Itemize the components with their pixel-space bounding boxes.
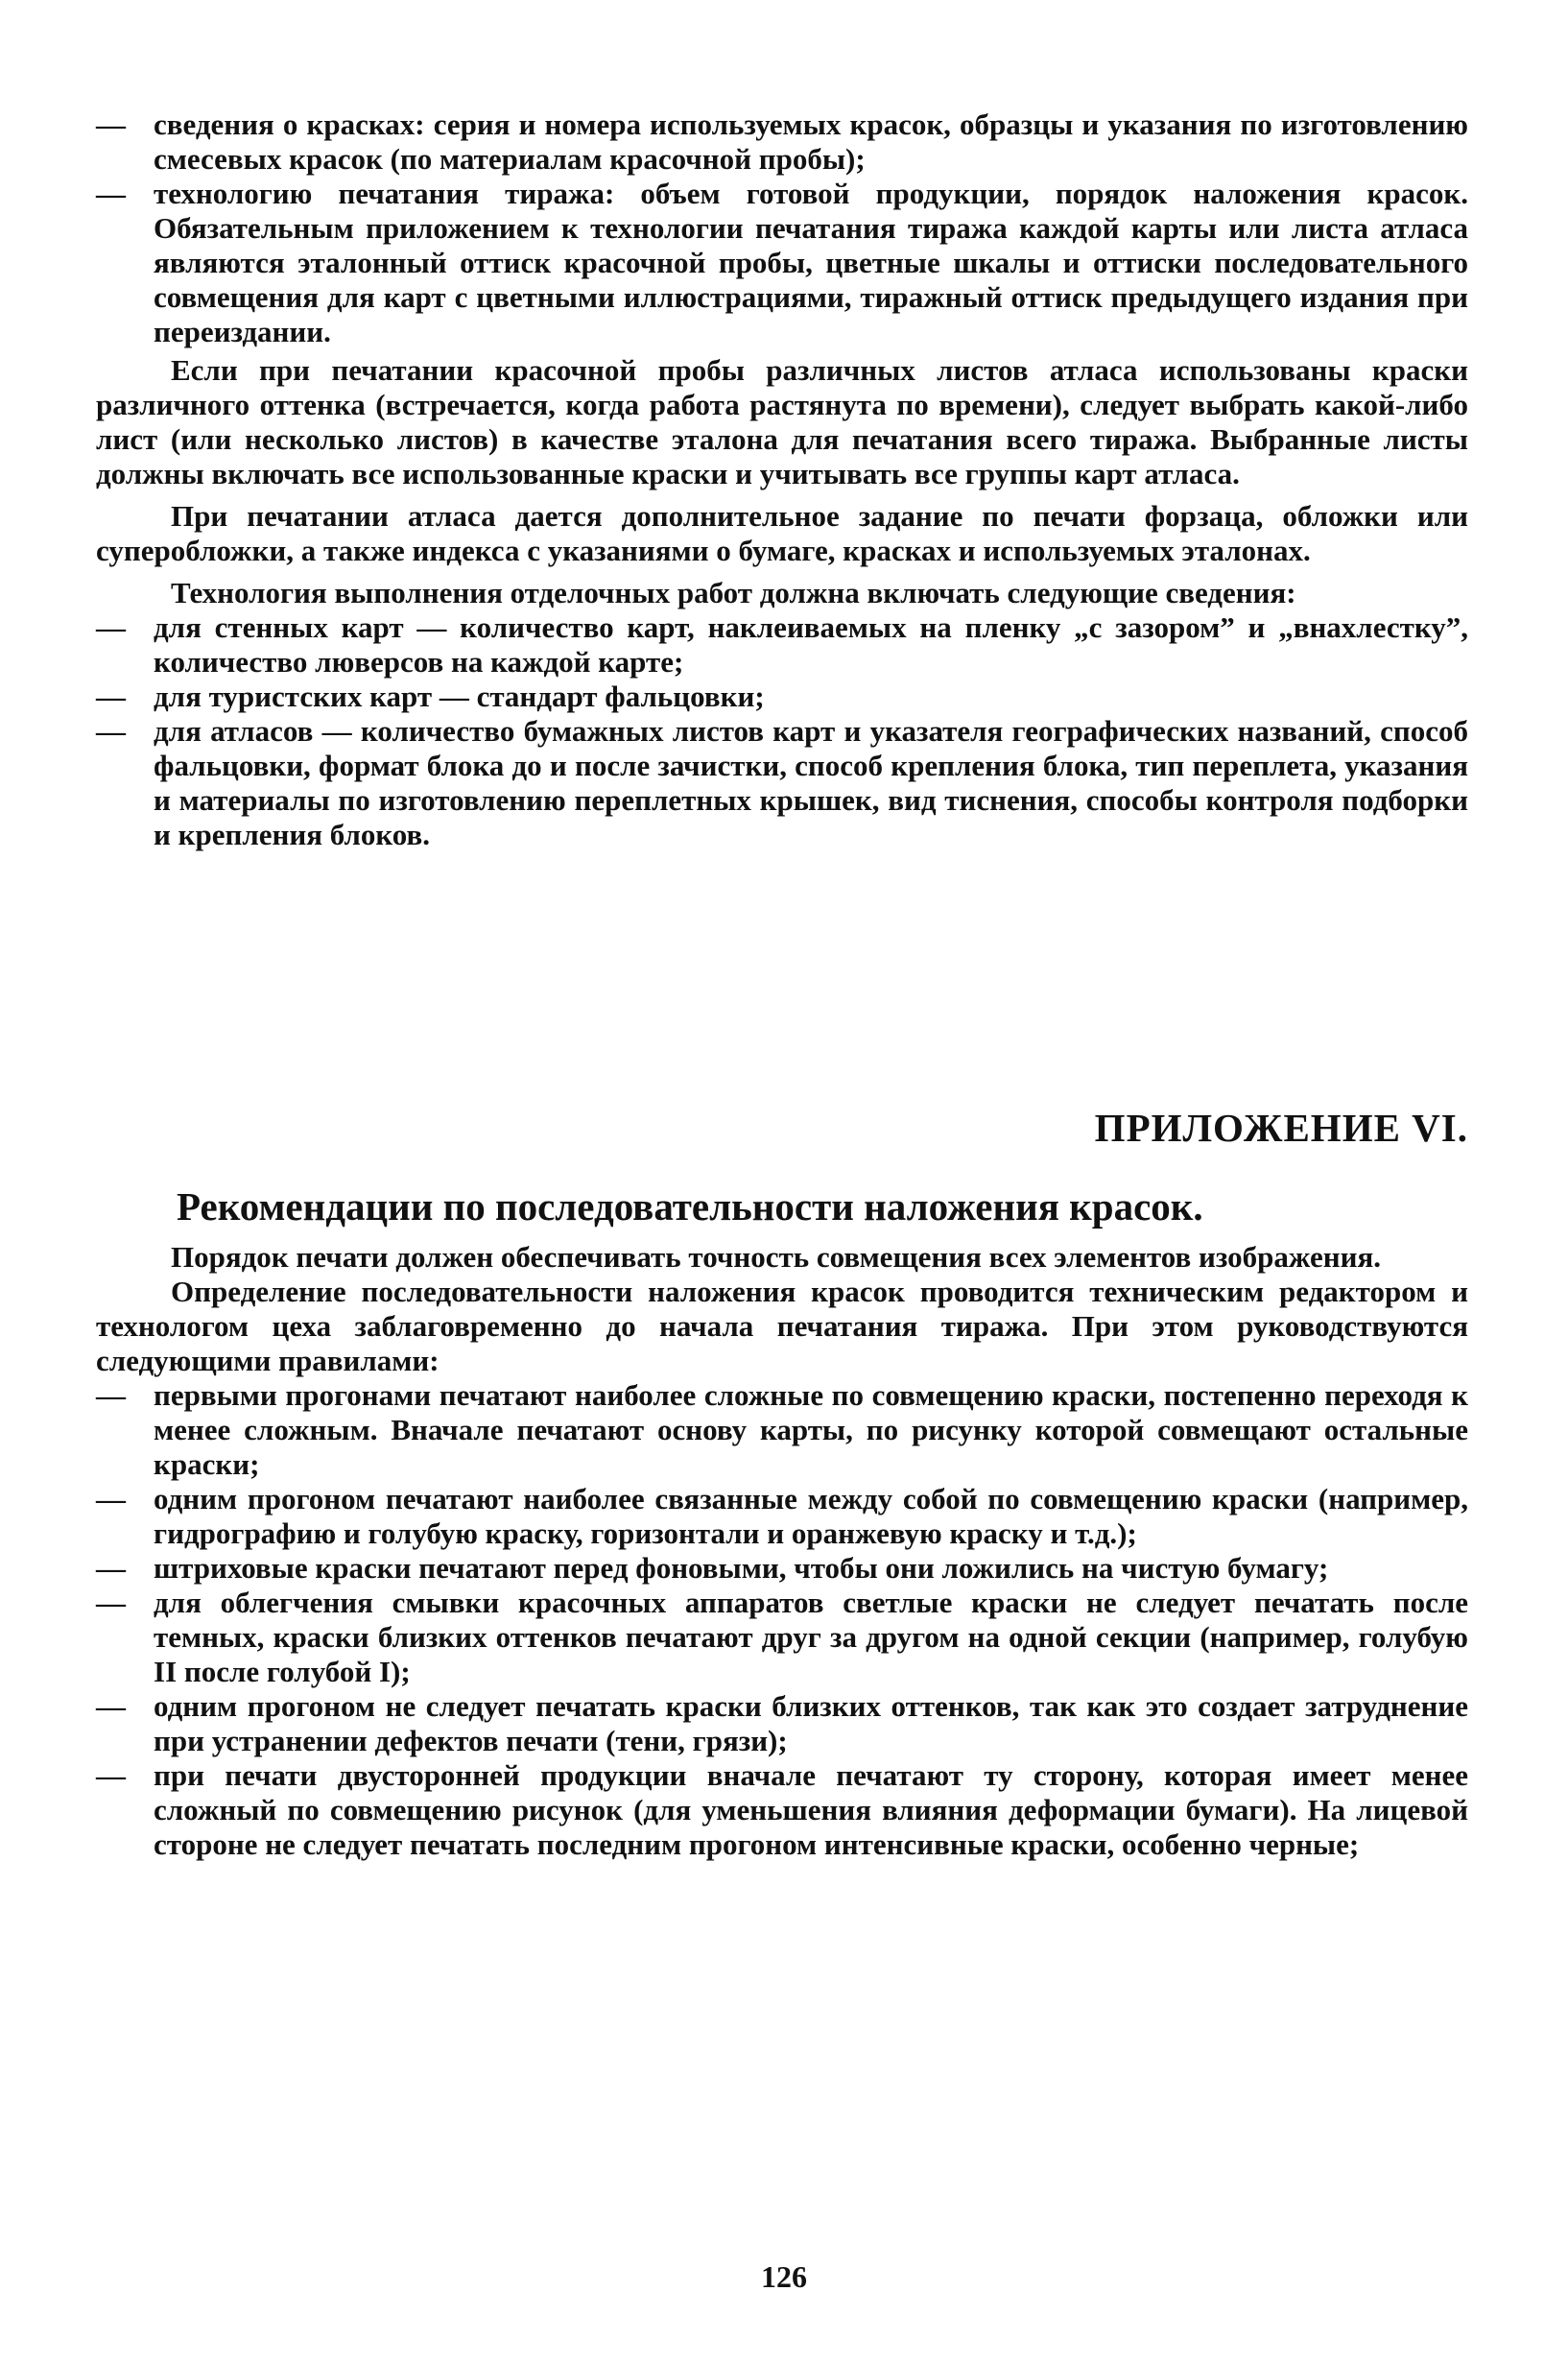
list-dash: — [96,177,126,210]
list-item-text: при печати двусторонней продукции вначале печатают ту сторону, которая имеет менее сложный по совмещению рисунок (для уменьшения влияния деформации бумаги). На лицевой стороне не следует печатать последним прогоном интенсивные краски, особенно черные; [154,1758,1468,1861]
list-dash: — [96,1551,126,1585]
list-item-text: для облегчения смывки красочных аппаратов светлые краски не следует печатать после темных, краски близких оттенков печатают друг за другом на одной секции (например, голубую II после голубой I); [154,1586,1468,1688]
list-item-text: штриховые краски печатают перед фоновыми, чтобы они ложились на чистую бумагу; [154,1551,1329,1585]
list-item [96,1551,1468,1586]
list-dash: — [96,1586,126,1619]
appendix-title: ПРИЛОЖЕНИЕ VI. [1094,1106,1468,1150]
paragraph: Технология выполнения отделочных работ должна включать следующие сведения: [171,576,1296,609]
list-item-text: одним прогоном не следует печатать краски близких оттенков, так как это создает затруднение при устранении дефектов печати (тени, грязи); [154,1689,1468,1757]
list-dash: — [96,714,126,748]
list-dash: — [96,1758,126,1792]
list-dash: — [96,107,126,141]
list-item [96,177,1468,349]
list-item-text: для атласов — количество бумажных листов карт и указателя географических названий, способ фальцовки, формат блока до и после зачистки, способ крепления блока, тип переплета, указания и материалы по изготовлению переплетных крышек, вид тиснения, способы контроля подборки и крепления блоков. [154,714,1468,851]
list-item [96,1482,1468,1551]
list-dash: — [96,1378,126,1412]
list-item [96,1378,1468,1482]
paragraph: Порядок печати должен обеспечивать точность совмещения всех элементов изображения. [171,1240,1381,1274]
list-dash: — [96,680,126,713]
paragraph: При печатании атласа дается дополнительное задание по печати форзаца, обложки или суперобложки, а также индекса с указаниями о бумаге, красках и используемых эталонах. [96,499,1468,567]
list-item [96,610,1468,680]
page-number: 126 [761,2259,807,2294]
paragraph: Если при печатании красочной пробы различных листов атласа использованы краски различного оттенка (встречается, когда работа растянута по времени), следует выбрать какой-либо лист (или несколько листов) в качестве эталона для печатания всего тиража. Выбранные листы должны включать все использованные краски и учитывать все группы карт атласа. [96,353,1468,490]
list-dash: — [96,610,126,644]
paragraph: Определение последовательности наложения красок проводится техническим редактором и технологом цеха заблаговременно до начала печатания тиража. При этом руководствуются следующими правилами: [96,1275,1468,1377]
lower-text-block [96,1240,1468,1862]
list-item-text: одним прогоном печатают наиболее связанные между собой по совмещению краски (например, гидрографию и голубую краску, горизонтали и оранжевую краску и т.д.); [154,1482,1468,1550]
list-item-text: первыми прогонами печатают наиболее сложные по совмещению краски, постепенно переходя к менее сложным. Вначале печатают основу карты, по рисунку которой совмещают остальные краски; [154,1378,1468,1481]
list-item-text: сведения о красках: серия и номера используемых красок, образцы и указания по изготовлению смесевых красок (по материалам красочной пробы); [154,107,1468,176]
list-item [96,1586,1468,1689]
list-item-text: для стенных карт — количество карт, наклеиваемых на пленку „с зазором” и „внахлестку”, количество люверсов на каждой карте; [154,610,1468,679]
list-item [96,107,1468,177]
list-dash: — [96,1482,126,1516]
list-item [96,1758,1468,1862]
list-item [96,680,1468,714]
section-title: Рекомендации по последовательности наложения красок. [177,1184,1203,1229]
list-dash: — [96,1689,126,1723]
upper-text-block [96,107,1468,852]
list-item [96,714,1468,852]
list-item-text: технологию печатания тиража: объем готовой продукции, порядок наложения красок. Обязательным приложением к технологии печатания тиража каждой карты или листа атласа являются эталонный оттиск красочной пробы, цветные шкалы и оттиски последовательного совмещения для карт с цветными иллюстрациями, тиражный оттиск предыдущего издания при переиздании. [154,177,1468,348]
list-item [96,1689,1468,1758]
list-item-text: для туристских карт — стандарт фальцовки; [154,680,765,713]
